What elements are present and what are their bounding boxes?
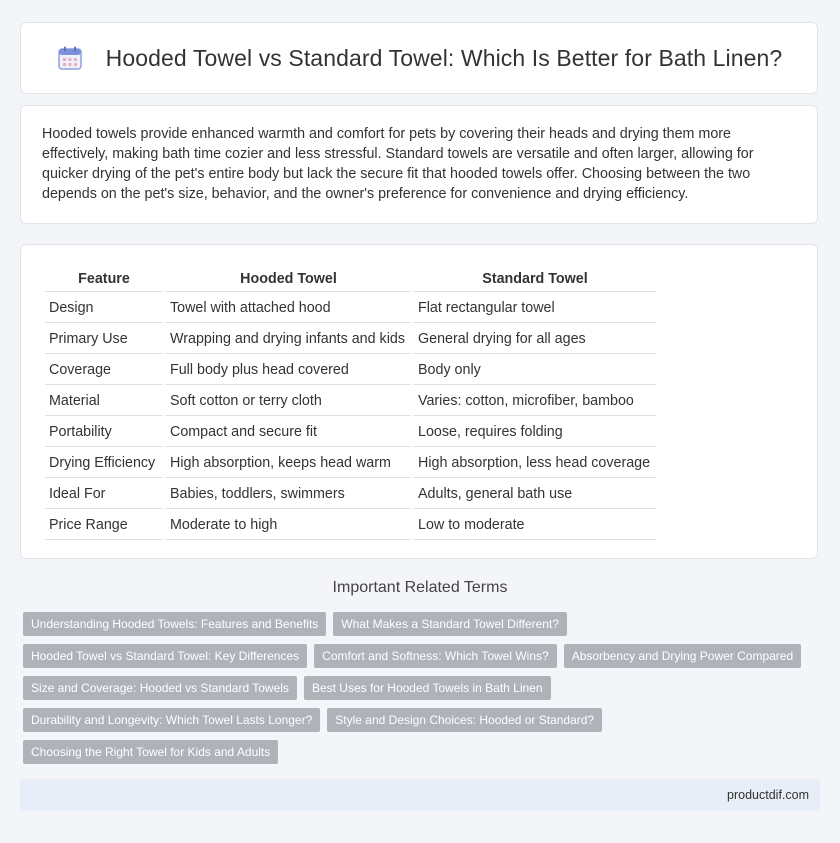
table-row — [45, 325, 656, 354]
page-title: Hooded Towel vs Standard Towel: Which Is Better for Bath Linen? — [105, 44, 783, 71]
related-term-tag[interactable]: Style and Design Choices: Hooded or Standard? — [327, 708, 602, 732]
standard-cell: Low to moderate — [414, 511, 656, 540]
related-term-tag[interactable]: Understanding Hooded Towels: Features and Benefits — [23, 612, 326, 636]
hooded-cell: Moderate to high — [166, 511, 411, 540]
table-row — [45, 387, 656, 416]
standard-cell: Flat rectangular towel — [414, 294, 656, 323]
feature-cell: Primary Use — [45, 325, 163, 354]
intro-card — [20, 105, 818, 224]
standard-cell: Body only — [414, 356, 656, 385]
hooded-cell: Soft cotton or terry cloth — [166, 387, 411, 416]
comparison-card — [20, 244, 818, 559]
header-feature: Feature — [45, 267, 163, 292]
feature-cell: Portability — [45, 418, 163, 447]
hooded-cell: High absorption, keeps head warm — [166, 449, 411, 478]
related-terms-title: Important Related Terms — [332, 579, 508, 596]
hooded-cell: Full body plus head covered — [166, 356, 411, 385]
standard-cell: Adults, general bath use — [414, 480, 656, 509]
feature-cell: Material — [45, 387, 163, 416]
table-row — [45, 356, 656, 385]
hooded-cell: Compact and secure fit — [166, 418, 411, 447]
header-standard-towel: Standard Towel — [414, 267, 656, 292]
feature-cell: Ideal For — [45, 480, 163, 509]
table-row — [45, 511, 656, 540]
site-link[interactable]: productdif.com — [727, 788, 809, 802]
standard-cell: High absorption, less head coverage — [414, 449, 656, 478]
related-term-tag[interactable]: What Makes a Standard Towel Different? — [333, 612, 567, 636]
hooded-cell: Babies, toddlers, swimmers — [166, 480, 411, 509]
table-row — [45, 480, 656, 509]
title-card — [20, 22, 818, 94]
related-term-tag[interactable]: Size and Coverage: Hooded vs Standard Towels — [23, 676, 297, 700]
table-row — [45, 418, 656, 447]
comparison-table — [42, 265, 659, 542]
related-term-tag[interactable]: Hooded Towel vs Standard Towel: Key Differences — [23, 644, 307, 668]
related-term-tag[interactable]: Choosing the Right Towel for Kids and Adults — [23, 740, 278, 764]
feature-cell: Coverage — [45, 356, 163, 385]
calendar-icon — [56, 44, 84, 72]
related-term-tag[interactable]: Durability and Longevity: Which Towel Lasts Longer? — [23, 708, 320, 732]
footer — [20, 779, 820, 811]
table-row — [45, 449, 656, 478]
table-row — [45, 294, 656, 323]
standard-cell: Loose, requires folding — [414, 418, 656, 447]
standard-cell: General drying for all ages — [414, 325, 656, 354]
intro-paragraph: Hooded towels provide enhanced warmth and comfort for pets by covering their heads and drying them more effectively, making bath time cozier and less stressful. Standard towels are versatile and often larger, allowing for quicker drying of the pet's entire body but lack the secure fit that hooded towels offer. Choosing between the two depends on the pet's size, behavior, and the owner's preference for convenience and drying efficiency. — [42, 126, 754, 202]
feature-cell: Drying Efficiency — [45, 449, 163, 478]
hooded-cell: Towel with attached hood — [166, 294, 411, 323]
feature-cell: Price Range — [45, 511, 163, 540]
table-header-row — [45, 267, 656, 292]
related-terms-list — [23, 612, 813, 772]
related-term-tag[interactable]: Best Uses for Hooded Towels in Bath Linen — [304, 676, 551, 700]
feature-cell: Design — [45, 294, 163, 323]
hooded-cell: Wrapping and drying infants and kids — [166, 325, 411, 354]
related-term-tag[interactable]: Comfort and Softness: Which Towel Wins? — [314, 644, 557, 668]
standard-cell: Varies: cotton, microfiber, bamboo — [414, 387, 656, 416]
related-term-tag[interactable]: Absorbency and Drying Power Compared — [564, 644, 801, 668]
header-hooded-towel: Hooded Towel — [166, 267, 411, 292]
